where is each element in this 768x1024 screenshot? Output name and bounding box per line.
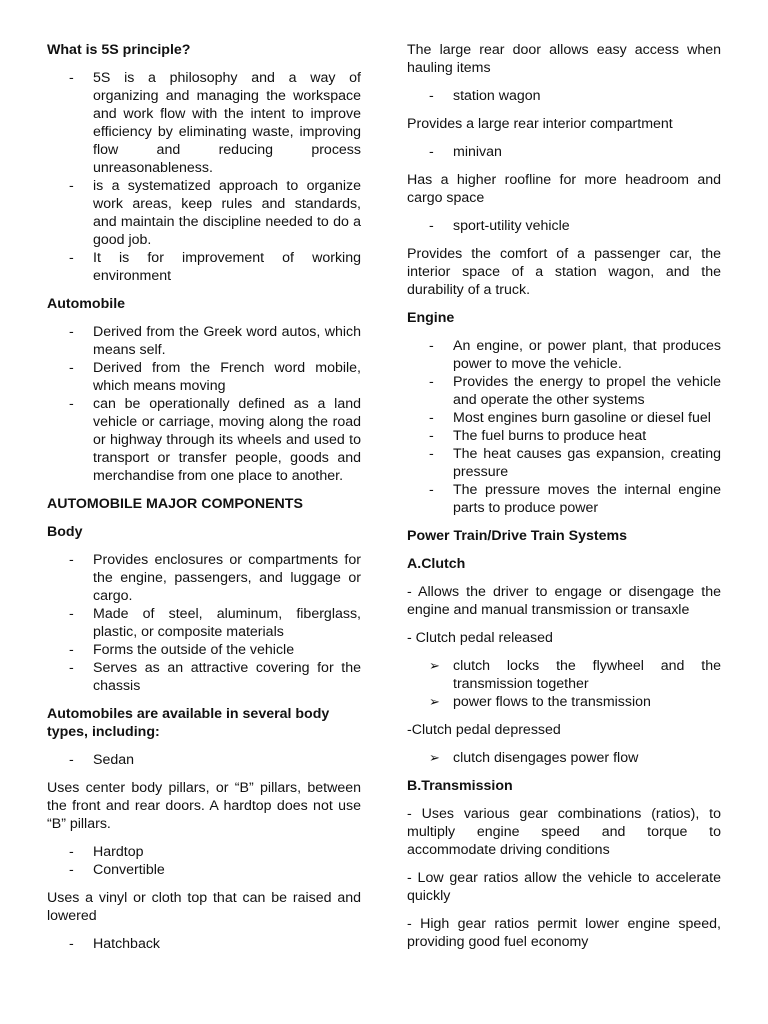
list-item: - It is for improvement of working environment: [69, 250, 361, 284]
list-item: ➢ clutch locks the flywheel and the transmission together: [429, 658, 721, 692]
list-item: - sport-utility vehicle: [429, 218, 570, 234]
list-item: - minivan: [429, 144, 502, 160]
clutch-depressed-label: -Clutch pedal depressed: [407, 722, 561, 738]
body-types-list-3: [47, 935, 361, 953]
dash-bullet: -: [429, 428, 434, 444]
suv-description: Provides the comfort of a passenger car, the interior space of a station wagon, and the durability of a truck.: [407, 246, 721, 298]
dash-bullet: -: [69, 862, 74, 878]
list-item: - Sedan: [69, 752, 135, 768]
depressed-list: [407, 749, 721, 767]
dash-bullet: -: [429, 374, 434, 390]
dash-bullet: -: [69, 844, 74, 860]
list-item: - Hatchback: [69, 936, 161, 952]
list-item: - Provides enclosures or compartments for the engine, passengers, and luggage or cargo.: [69, 552, 361, 604]
right-column: [407, 41, 721, 961]
transmission-heading: B.Transmission: [407, 778, 513, 794]
clutch-released-label: - Clutch pedal released: [407, 630, 553, 646]
dash-bullet: -: [69, 70, 74, 86]
list-item: - Convertible: [69, 862, 165, 878]
released-list: [407, 657, 721, 711]
body-types-heading: Automobiles are available in several body types, including:: [47, 706, 330, 740]
dash-bullet: -: [69, 936, 74, 952]
dash-bullet: -: [429, 218, 434, 234]
dash-bullet: -: [429, 338, 434, 354]
transmission-paragraph-1: - Uses various gear combinations (ratios), to multiply engine speed and torque to accommodate driving conditions: [407, 806, 721, 858]
clutch-description: - Allows the driver to engage or disengage the engine and manual transmission or transaxle: [407, 584, 721, 618]
wagon-list: [407, 87, 721, 105]
body-list: [47, 551, 361, 695]
dash-bullet: -: [429, 88, 434, 104]
fives-heading: What is 5S principle?: [47, 42, 191, 58]
transmission-paragraph-3: - High gear ratios permit lower engine speed, providing good fuel economy: [407, 916, 721, 950]
list-item: - The fuel burns to produce heat: [429, 428, 647, 444]
dash-bullet: -: [69, 552, 74, 568]
dash-bullet: -: [429, 144, 434, 160]
left-column: [47, 41, 361, 963]
arrow-bullet-icon: ➢: [429, 750, 440, 765]
dash-bullet: -: [69, 660, 74, 676]
major-components-heading: AUTOMOBILE MAJOR COMPONENTS: [47, 496, 303, 512]
list-item: ➢ clutch disengages power flow: [429, 750, 639, 766]
dash-bullet: -: [429, 410, 434, 426]
dash-bullet: -: [429, 446, 434, 462]
body-types-list-2: [47, 843, 361, 879]
list-item: - An engine, or power plant, that produces power to move the vehicle.: [429, 338, 721, 372]
list-item: - The pressure moves the internal engine parts to produce power: [429, 482, 721, 516]
list-item: - Derived from the Greek word autos, which means self.: [69, 324, 361, 358]
dash-bullet: -: [69, 250, 74, 266]
list-item: - is a systematized approach to organize work areas, keep rules and standards, and maintain the discipline needed to do a good job.: [69, 178, 361, 248]
hatchback-description: The large rear door allows easy access when hauling items: [407, 42, 721, 76]
list-item: - The heat causes gas expansion, creating pressure: [429, 446, 721, 480]
dash-bullet: -: [69, 752, 74, 768]
list-item: - Hardtop: [69, 844, 144, 860]
fives-list: [47, 69, 361, 285]
automobile-list: [47, 323, 361, 485]
clutch-heading: A.Clutch: [407, 556, 466, 572]
list-item: - can be operationally defined as a land vehicle or carriage, moving along the road or highway through its wheels and used to transport or transfer people, goods and merchandise from one place to another.: [69, 396, 361, 484]
list-item: - Derived from the French word mobile, which means moving: [69, 360, 361, 394]
list-item: - Most engines burn gasoline or diesel fuel: [429, 410, 711, 426]
arrow-bullet-icon: ➢: [429, 658, 440, 673]
minivan-list: [407, 143, 721, 161]
power-train-heading: Power Train/Drive Train Systems: [407, 528, 628, 544]
list-item: - station wagon: [429, 88, 541, 104]
engine-heading: Engine: [407, 310, 455, 326]
convertible-description: Uses a vinyl or cloth top that can be raised and lowered: [47, 890, 361, 924]
dash-bullet: -: [69, 178, 74, 194]
transmission-paragraph-2: - Low gear ratios allow the vehicle to accelerate quickly: [407, 870, 721, 904]
wagon-description: Provides a large rear interior compartment: [407, 116, 673, 132]
dash-bullet: -: [69, 606, 74, 622]
body-heading: Body: [47, 524, 83, 540]
list-item: - 5S is a philosophy and a way of organizing and managing the workspace and work flow with the intent to improve efficiency by eliminating waste, improving flow and reducing process unreasonableness.: [69, 70, 361, 176]
list-item: - Serves as an attractive covering for the chassis: [69, 660, 361, 694]
dash-bullet: -: [69, 642, 74, 658]
automobile-heading: Automobile: [47, 296, 126, 312]
engine-list: [407, 337, 721, 517]
suv-list: [407, 217, 721, 235]
list-item: - Made of steel, aluminum, fiberglass, plastic, or composite materials: [69, 606, 361, 640]
dash-bullet: -: [69, 360, 74, 376]
dash-bullet: -: [69, 324, 74, 340]
dash-bullet: -: [429, 482, 434, 498]
list-item: ➢ power flows to the transmission: [429, 694, 651, 710]
list-item: - Forms the outside of the vehicle: [69, 642, 295, 658]
body-types-list-1: [47, 751, 361, 769]
arrow-bullet-icon: ➢: [429, 694, 440, 709]
dash-bullet: -: [69, 396, 74, 412]
minivan-description: Has a higher roofline for more headroom and cargo space: [407, 172, 721, 206]
list-item: - Provides the energy to propel the vehicle and operate the other systems: [429, 374, 721, 408]
sedan-description: Uses center body pillars, or “B” pillars, between the front and rear doors. A hardtop does not use “B” pillars.: [47, 780, 361, 832]
